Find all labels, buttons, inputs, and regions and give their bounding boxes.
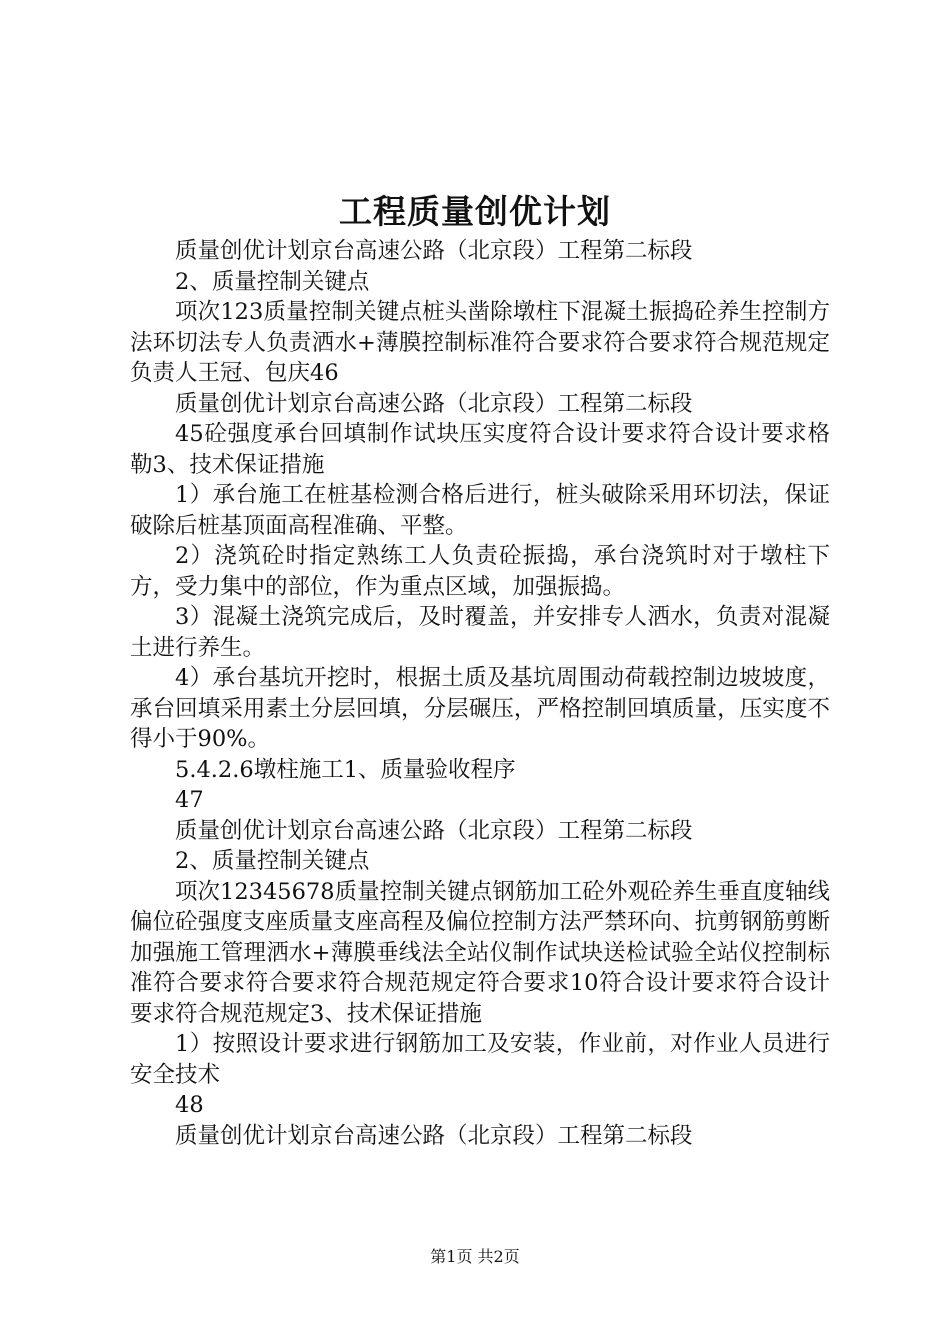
paragraph: 2、质量控制关键点: [175, 268, 370, 295]
paragraph: 质量创优计划京台高速公路（北京段）工程第二标段: [175, 390, 693, 417]
paragraph: 1）按照设计要求进行钢筋加工及安装，作业前，对作业人员进行安全技术: [130, 1031, 830, 1088]
paragraph: 2）浇筑砼时指定熟练工人负责砼振捣，承台浇筑时对于墩柱下方，受力集中的部位，作为重点区域，加强振捣。: [130, 543, 830, 600]
document-title: 工程质量创优计划: [339, 192, 611, 231]
paragraph: 质量创优计划京台高速公路（北京段）工程第二标段: [175, 817, 693, 844]
paragraph: 4）承台基坑开挖时，根据土质及基坑周围动荷载控制边坡坡度，承台回填采用素土分层回填，分层碾压，严格控制回填质量，压实度不得小于90%。: [130, 665, 830, 752]
paragraph: 3）混凝土浇筑完成后，及时覆盖，并安排专人洒水，负责对混凝土进行养生。: [130, 604, 830, 661]
page-footer: 第1页 共2页: [430, 1247, 520, 1266]
paragraph: 2、质量控制关键点: [175, 848, 370, 874]
paragraph: 项次123质量控制关键点桩头凿除墩柱下混凝土振捣砼养生控制方法环切法专人负责洒水+薄膜控制标准符合要求符合要求符合规范规定负责人王冠、包庆46: [130, 299, 830, 386]
paragraph: 5.4.2.6墩柱施工1、质量验收程序: [175, 756, 516, 783]
document-body: [130, 236, 830, 1151]
paragraph: 质量创优计划京台高速公路（北京段）工程第二标段: [175, 1122, 693, 1149]
page-number-inline: 48: [175, 1092, 204, 1118]
paragraph: 1）承台施工在桩基检测合格后进行，桩头破除采用环切法，保证破除后桩基顶面高程准确、平整。: [130, 482, 830, 539]
paragraph: 质量创优计划京台高速公路（北京段）工程第二标段: [175, 238, 693, 264]
paragraph: 项次12345678质量控制关键点钢筋加工砼外观砼养生垂直度轴线偏位砼强度支座质量支座高程及偏位控制方法严禁环向、抗剪钢筋剪断加强施工管理洒水+薄膜垂线法全站仪制作试块送检试验全站仪控制标准符合要求符合要求符合规范规定符合要求10符合设计要求符合设计要求符合规范规定3、技术保证措施: [130, 878, 830, 1027]
page-number-inline: 47: [175, 787, 204, 813]
paragraph: 45砼强度承台回填制作试块压实度符合设计要求符合设计要求格勒3、技术保证措施: [130, 421, 830, 478]
